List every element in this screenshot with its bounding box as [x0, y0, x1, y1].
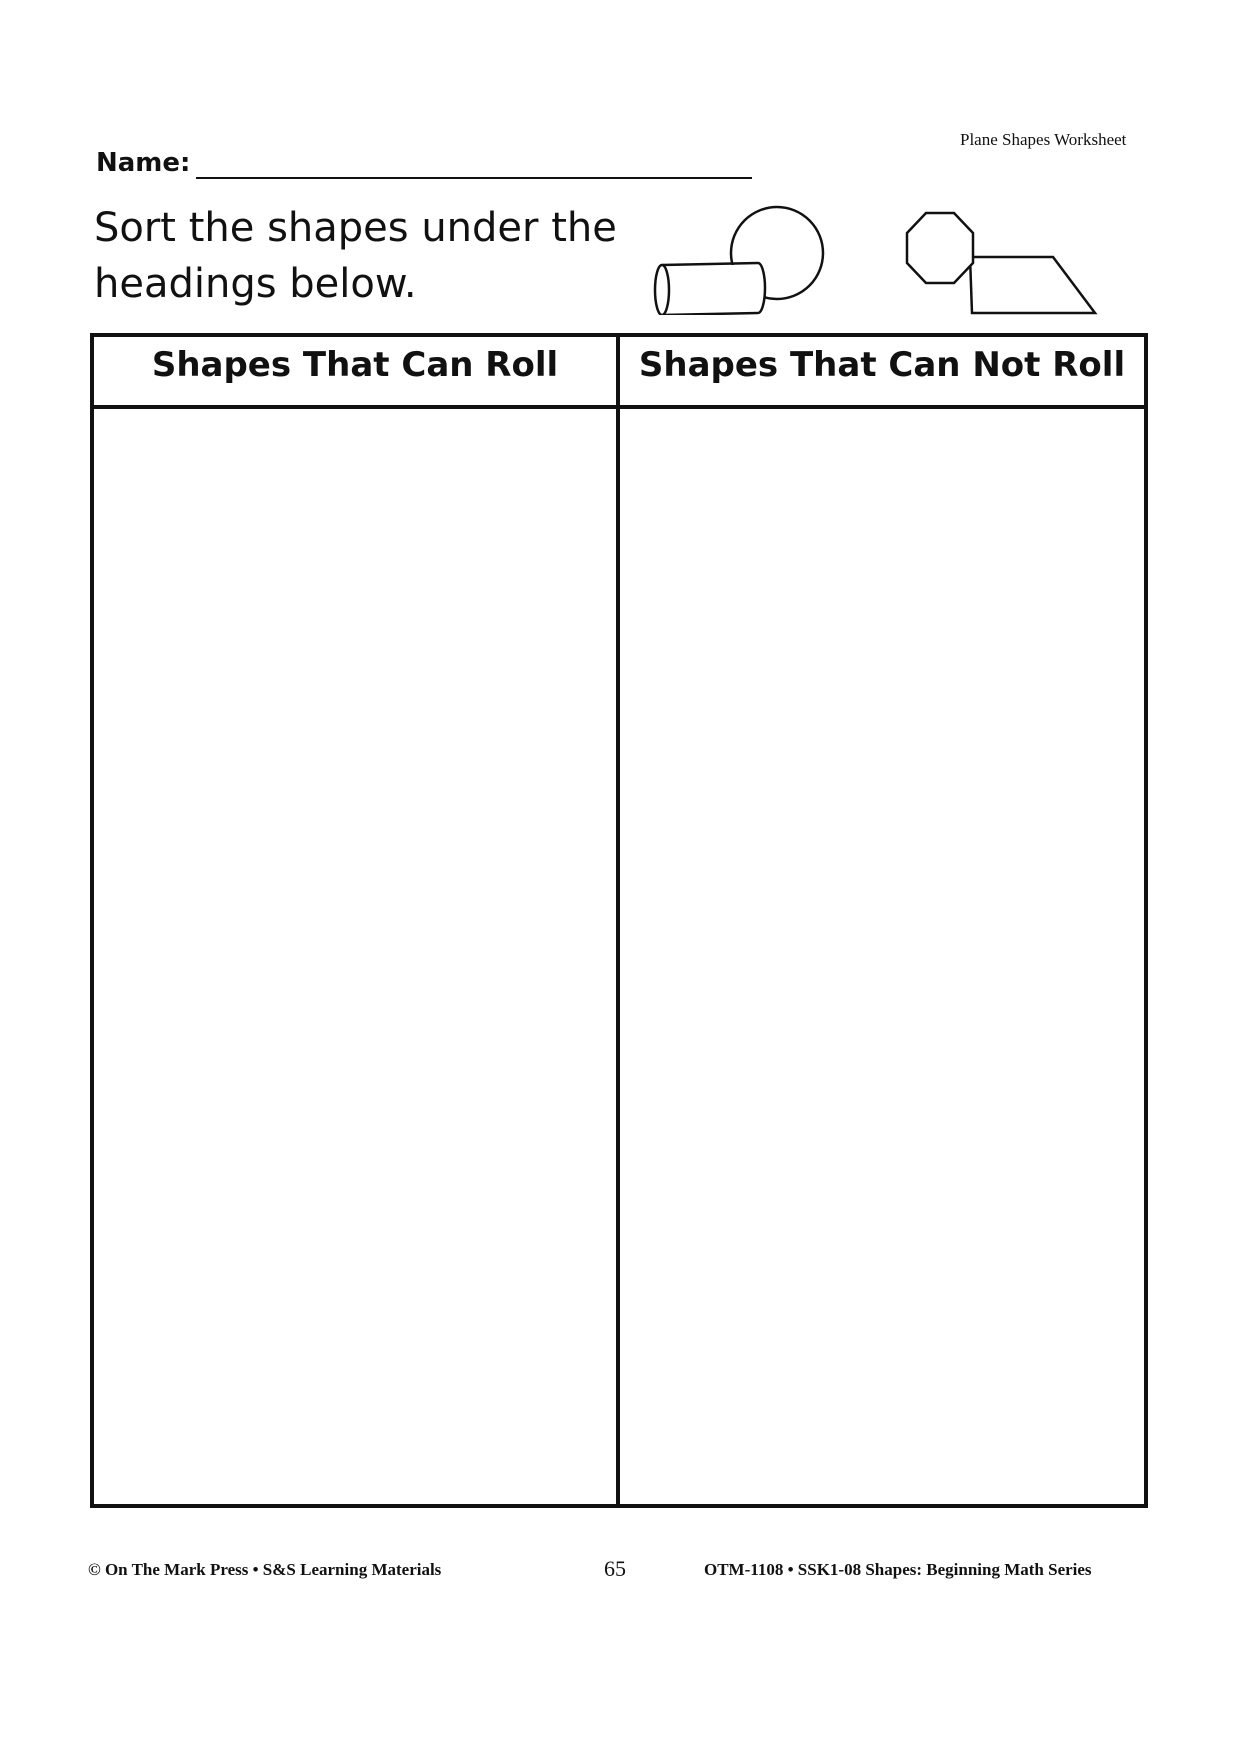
shapes-illustration	[650, 205, 1100, 315]
footer-series: OTM-1108 • SSK1-08 Shapes: Beginning Math Series	[704, 1560, 1092, 1579]
instructions: Sort the shapes under the headings below.	[94, 205, 617, 307]
can-roll-area[interactable]	[94, 409, 616, 1504]
name-label: Name:	[96, 148, 191, 178]
name-field[interactable]	[196, 177, 752, 179]
worksheet-tag: Plane Shapes Worksheet	[960, 130, 1127, 149]
octagon-icon	[907, 213, 973, 283]
cylinder-icon	[655, 263, 765, 315]
can-not-roll-area[interactable]	[620, 409, 1144, 1504]
page-number: 65	[604, 1556, 626, 1581]
footer-copyright: © On The Mark Press • S&S Learning Materials	[88, 1560, 442, 1579]
heading-can-not-roll: Shapes That Can Not Roll	[638, 345, 1126, 385]
heading-can-roll: Shapes That Can Roll	[151, 345, 559, 385]
parallelogram-icon	[970, 257, 1095, 313]
